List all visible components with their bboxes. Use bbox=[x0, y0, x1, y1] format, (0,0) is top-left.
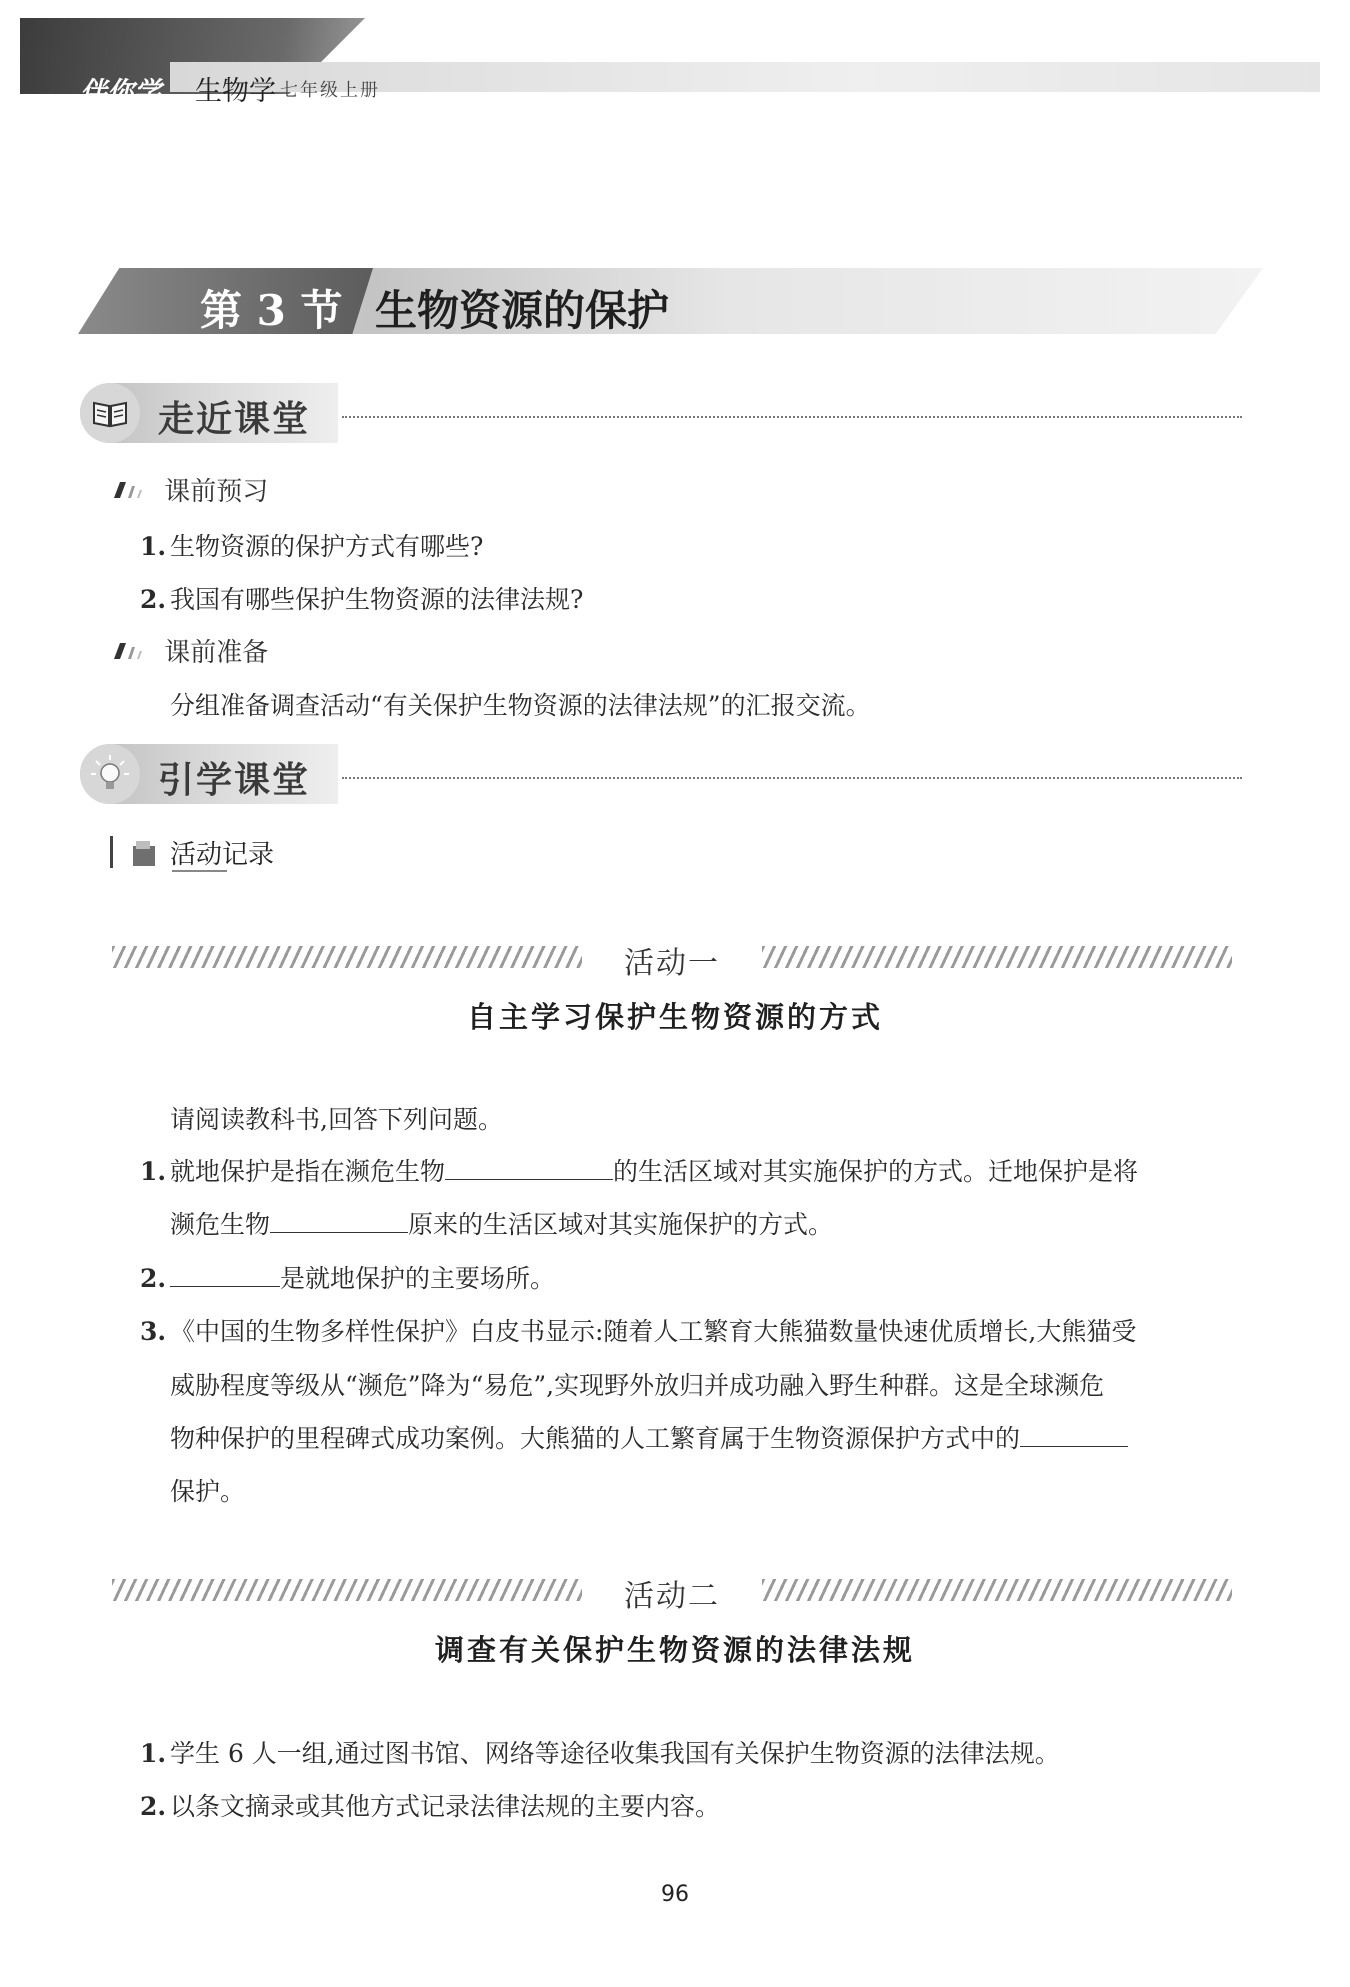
dotted-rule bbox=[342, 416, 1242, 418]
notepad-icon bbox=[130, 838, 158, 868]
book-name: 伴你学 bbox=[80, 77, 161, 108]
activity-label: 活动一 bbox=[624, 946, 720, 981]
answer-blank[interactable] bbox=[170, 1262, 280, 1287]
list-item: 1. 学生 6 人一组,通过图书馆、网络等途径收集我国有关保护生物资源的法律法规。 bbox=[140, 1739, 1060, 1768]
section-title-banner bbox=[78, 268, 1263, 334]
list-item: 1. 生物资源的保护方式有哪些? bbox=[140, 532, 484, 561]
activity-divider-1 bbox=[112, 938, 1232, 981]
running-header bbox=[20, 18, 1320, 108]
module-label: 引学课堂 bbox=[158, 760, 311, 801]
question-3-line-3: 物种保护的里程碑式成功案例。大熊猫的人工繁育属于生物资源保护方式中的 bbox=[170, 1419, 1128, 1455]
activity-label: 活动二 bbox=[624, 1579, 720, 1614]
grade-label: 七年级上册 bbox=[280, 80, 380, 101]
module-label: 走近课堂 bbox=[158, 399, 311, 440]
activity-divider-2 bbox=[112, 1571, 1232, 1614]
question-1-line-2: 濒危生物 原来的生活区域对其实施保护的方式。 bbox=[170, 1210, 834, 1239]
answer-blank[interactable] bbox=[270, 1208, 408, 1233]
slash-marks-icon bbox=[110, 482, 156, 498]
answer-blank[interactable] bbox=[445, 1155, 613, 1180]
answer-blank[interactable] bbox=[1020, 1422, 1128, 1447]
activity-title: 调查有关保护生物资源的法律法规 bbox=[434, 1633, 915, 1667]
module-heading-approach bbox=[80, 383, 1230, 443]
question-3-line-4: 保护。 bbox=[170, 1477, 246, 1506]
list-item: 2. 以条文摘录或其他方式记录法律法规的主要内容。 bbox=[140, 1792, 721, 1821]
prep-text: 分组准备调查活动“有关保护生物资源的法律法规”的汇报交流。 bbox=[170, 691, 871, 720]
subject-name: 生物学 bbox=[195, 76, 276, 107]
subheading-preparation: 课前准备 bbox=[110, 632, 268, 669]
question-1-line-1: 1. 就地保护是指在濒危生物 的生活区域对其实施保护的方式。迁地保护是将 bbox=[140, 1157, 1139, 1186]
section-number: 第 3 节 bbox=[200, 286, 343, 335]
question-3-line-2: 威胁程度等级从“濒危”降为“易危”,实现野外放归并成功融入野生种群。这是全球濒危 bbox=[170, 1371, 1105, 1400]
subheading-preview: 课前预习 bbox=[110, 471, 268, 508]
activity-intro: 请阅读教科书,回答下列问题。 bbox=[170, 1105, 503, 1134]
dotted-rule bbox=[342, 777, 1242, 779]
list-item: 2. 我国有哪些保护生物资源的法律法规? bbox=[140, 585, 584, 614]
lightbulb-icon bbox=[90, 754, 130, 794]
question-2: 2. 是就地保护的主要场所。 bbox=[140, 1264, 556, 1293]
page-number: 96 bbox=[661, 1882, 689, 1907]
slash-marks-icon bbox=[110, 643, 156, 659]
open-book-icon bbox=[90, 393, 130, 433]
section-title: 生物资源的保护 bbox=[375, 286, 670, 335]
module-heading-guided bbox=[80, 744, 1230, 804]
question-3-line-1: 3. 《中国的生物多样性保护》白皮书显示:随着人工繁育大熊猫数量快速优质增长,大熊猫受 bbox=[140, 1317, 1137, 1346]
activity-title: 自主学习保护生物资源的方式 bbox=[466, 1000, 883, 1034]
